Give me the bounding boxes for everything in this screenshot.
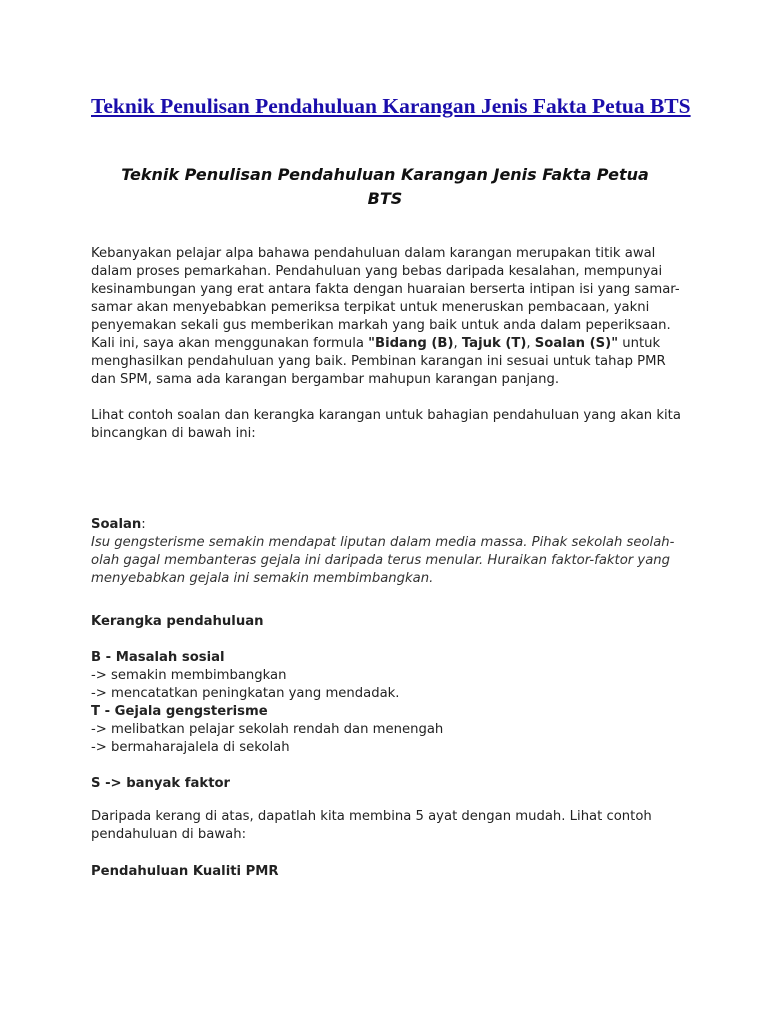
question-colon: : [141, 517, 146, 532]
example-intro-paragraph: Lihat contoh soalan dan kerangka karangan untuk bahagian pendahuluan yang akan kita bincangkan di bawah ini: [91, 408, 681, 441]
formula-bidang: "Bidang (B) [368, 336, 454, 351]
frame-t-item: -> melibatkan pelajar sekolah rendah dan menengah [91, 722, 444, 737]
question-label: Soalan [91, 517, 142, 532]
title-link[interactable]: Teknik Penulisan Pendahuluan Karangan Jenis Fakta Petua BTS [91, 94, 691, 118]
formula-soalan: Soalan (S)" [534, 336, 619, 351]
article-heading [91, 163, 679, 211]
quality-heading-text: Pendahuluan Kualiti PMR [91, 864, 279, 879]
heading-line-2: BTS [367, 189, 403, 208]
formula-comma-2: , [526, 336, 535, 351]
frame-b-heading: B - Masalah sosial [91, 650, 225, 665]
frame-outline [91, 649, 681, 757]
frame-title [91, 613, 681, 631]
frame-t-item: -> bermaharajalela di sekolah [91, 740, 290, 755]
intro-lead-text: Kebanyakan pelajar alpa bahawa pendahuluan dalam karangan merupakan titik awal dalam proses pemarkahan. Pendahuluan yang bebas daripada kesalahan, mempunyai kesinambungan yang erat antara fakta dengan huaraian berserta intipan isi yang samar-samar akan menyebabkan pemeriksa terpikat untuk meneruskan pembacaan, yakni penyemakan sekali gus memberikan markah yang baik untuk anda dalam peperiksaan. Kali ini, saya akan menggunakan formula [91, 246, 680, 351]
conclusion-paragraph: Daripada kerang di atas, dapatlah kita membina 5 ayat dengan mudah. Lihat contoh pendahuluan di bawah: [91, 809, 652, 842]
frame-title-text: Kerangka pendahuluan [91, 614, 264, 629]
formula-comma-1: , [453, 336, 462, 351]
formula-tajuk: Tajuk (T) [461, 336, 527, 351]
frame-b-item: -> semakin membimbangkan [91, 668, 287, 683]
frame-t-heading: T - Gejala gengsterisme [91, 704, 268, 719]
quality-heading [91, 863, 681, 881]
intro-paragraph [91, 245, 681, 389]
heading-line-1: Teknik Penulisan Pendahuluan Karangan Jenis Fakta Petua [121, 165, 649, 184]
question-text: Isu gengsterisme semakin mendapat liputan dalam media massa. Pihak sekolah seolah-olah gagal membanteras gejala ini daripada terus menular. Huraikan faktor-faktor yang menyebabkan gejala ini semakin membimbangkan. [91, 535, 675, 586]
frame-b-item: -> mencatatkan peningkatan yang mendadak. [91, 686, 400, 701]
intro-tail-text: untuk menghasilkan pendahuluan yang baik. Pembinan karangan ini sesuai untuk tahap PMR dan SPM, sama ada karangan bergambar mahupun karangan panjang. [91, 336, 666, 387]
frame-s-line [91, 775, 681, 793]
question-label-line [91, 516, 681, 534]
frame-s-text: S -> banyak faktor [91, 776, 231, 791]
